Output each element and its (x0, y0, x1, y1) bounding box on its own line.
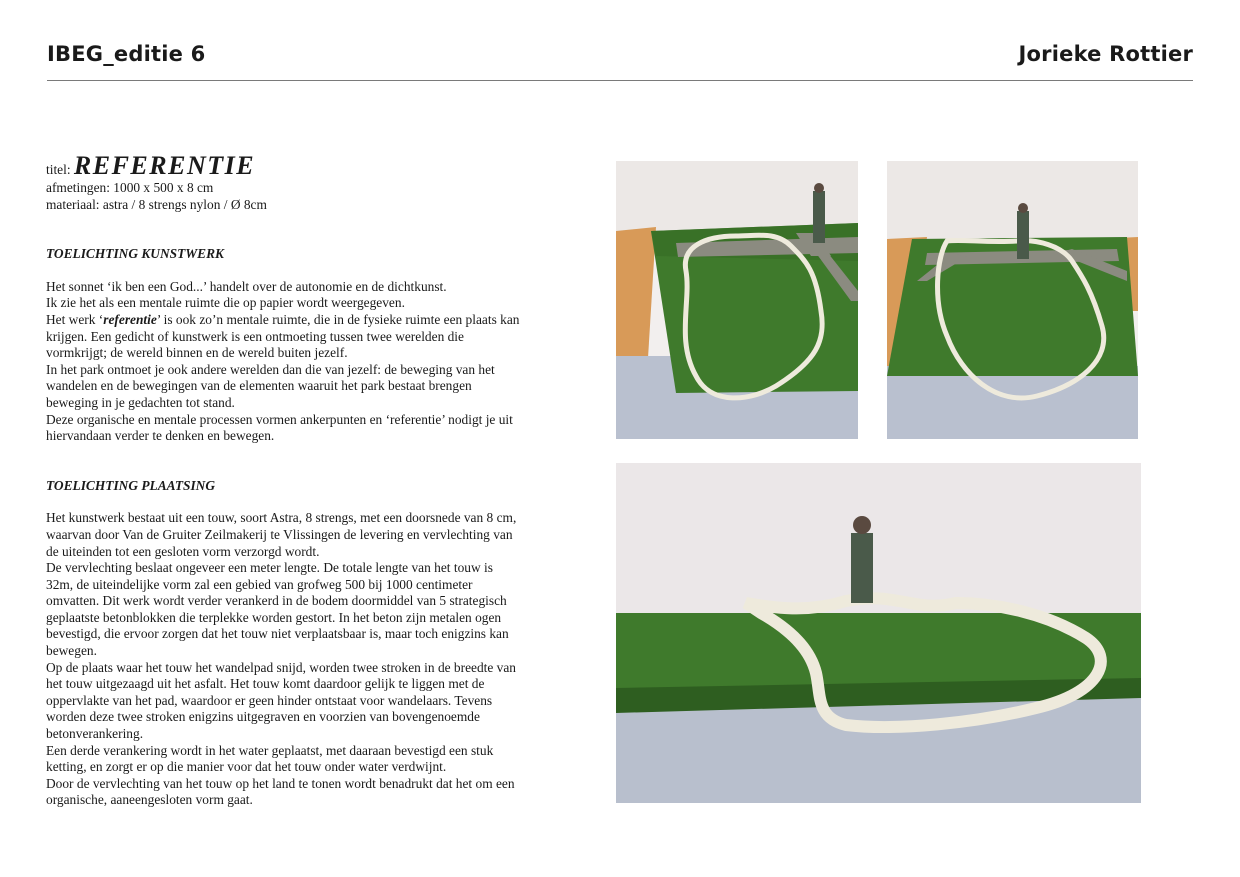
paragraph-line: Op de plaats waar het touw het wandelpad snijd, worden twee stroken in de breedte van het touw uitgezaagd uit het asfalt. Het touw komt daardoor gelijk te liggen met de oppervlakte van het pad, waardoor er geen hinder ontstaat voor wandelaars. Tevens worden deze twee stroken enigzins uitgegraven en voorzien van bovengenoemde betonverankering. (46, 659, 517, 742)
title-label: titel: (46, 162, 71, 177)
paragraph-line: Het kunstwerk bestaat uit een touw, soort Astra, 8 strengs, met een doorsnede van 8 cm, waarvan door Van de Gruiter Zeilmakerij te Vlissingen de levering en vervlechting van de uiteinden tot een gesloten vorm verzorgd wordt. (46, 510, 517, 559)
model-photo-2-image (887, 161, 1138, 439)
paragraph-line: Een derde verankering wordt in het water geplaatst, met daaraan bevestigd een stuk ketting, en zorgt er op die manier voor dat het touw onder water verdwijnt. (46, 742, 494, 775)
text-run: ’ is ook zo’n mentale ruimte, die in de fysieke ruimte een plaats kan krijgen. Een gedicht of kunstwerk is een ontmoeting tussen twee werelden die vormkrijgt; de wereld binnen en de wereld buiten jezelf. (46, 311, 520, 361)
model-photo-1 (616, 161, 858, 439)
emphasized-title: referentie (103, 311, 157, 327)
section-body-kunstwerk (46, 279, 521, 445)
model-photo-3 (616, 463, 1141, 803)
paragraph-line: De vervlechting beslaat ongeveer een meter lengte. De totale lengte van het touw is 32m, de uiteindelijke vorm zal een gebied van grofweg 500 bij 1000 centimeter omvatten. Dit werk wordt verder verankerd in de bodem doormiddel van 5 strategisch geplaatste betonblokken die terplekke worden gestort. In het beton zijn metalen ogen bevestigd, die ervoor zorgen dat het touw niet verplaatsbaar is, maar toch enigzins kan bewegen. (46, 560, 509, 659)
paragraph-line: Ik zie het als een mentale ruimte die op papier wordt weergegeven. (46, 295, 405, 311)
section-heading-kunstwerk: TOELICHTING KUNSTWERK (46, 246, 224, 262)
paragraph-line: In het park ontmoet je ook andere werelden dan die van jezelf: de beweging van het wandelen en de bewegingen van de elementen waaruit het park bestaat brengen beweging in je gedachten tot stand. (46, 361, 495, 410)
model-photo-2 (887, 161, 1138, 439)
paragraph-line (46, 312, 521, 362)
paragraph-line: Door de vervlechting van het touw op het land te tonen wordt benadrukt dat het om een organische, aaneengesloten vorm gaat. (46, 775, 515, 808)
paragraph-line: Deze organische en mentale processen vormen ankerpunten en ‘referentie’ nodigt je uit hiervandaan verder te denken en bewegen. (46, 411, 513, 444)
section-heading-plaatsing: TOELICHTING PLAATSING (46, 477, 216, 493)
document-title: IBEG_editie 6 (47, 42, 206, 66)
section-body-plaatsing (46, 510, 521, 809)
title-line (46, 152, 521, 180)
artwork-title: REFERENTIE (73, 151, 256, 180)
artist-name: Jorieke Rottier (1018, 42, 1193, 66)
text-column (46, 152, 521, 809)
dimensions-line: afmetingen: 1000 x 500 x 8 cm (46, 180, 214, 195)
paragraph-line: Het sonnet ‘ik ben een God...’ handelt over de autonomie en de dichtkunst. (46, 278, 447, 294)
text-run: Het werk ‘ (46, 311, 104, 327)
model-photo-3-image (616, 463, 1141, 803)
header-divider (47, 80, 1193, 81)
model-photo-1-image (616, 161, 858, 439)
material-line: materiaal: astra / 8 strengs nylon / Ø 8cm (46, 196, 267, 212)
